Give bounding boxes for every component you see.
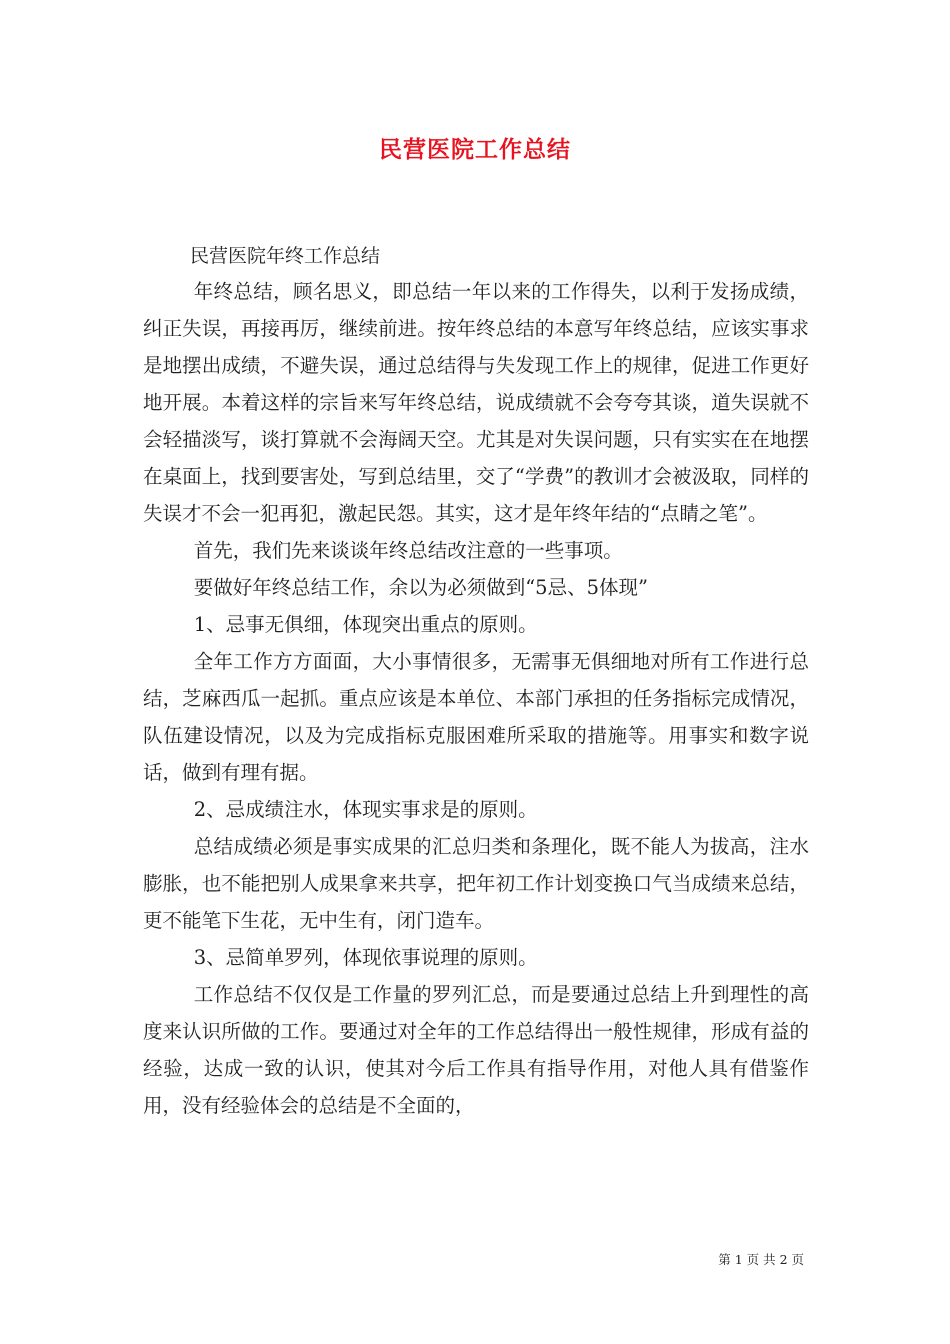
paragraph-intro: 年终总结，顾名思义，即总结一年以来的工作得失，以利于发扬成绩，纠正失误，再接再厉，继续前进。按年终总结的本意写年终总结，应该实事求是地摆出成绩，不避失误，通过总结得与失发现工作上的规律，促进工作更好地开展。本着这样的宗旨来写年终总结，说成绩就不会夸夸其谈，道失误就不会轻描淡写，谈打算就不会海阔天空。尤其是对失误问题，只有实实在在地摆在桌面上，找到要害处，写到总结里，交了“学费”的教训才会被汲取，同样的失误才不会一犯再犯，激起民怨。其实，这才是年终年结的“点睛之笔”。	[143, 280, 809, 525]
paragraph-detail-3: 工作总结不仅仅是工作量的罗列汇总，而是要通过总结上升到理性的高度来认识所做的工作。要通过对全年的工作总结得出一般性规律，形成有益的经验，达成一致的认识，使其对今后工作具有指导作用，对他人具有借鉴作用，没有经验体会的总结是不全面的，	[143, 983, 809, 1117]
document-title: 民营医院工作总结	[379, 136, 571, 163]
paragraph-heading-1: 1、忌事无俱细，体现突出重点的原则。	[193, 613, 538, 636]
paragraph-first-point: 首先，我们先来谈谈年终总结改注意的一些事项。	[193, 539, 623, 562]
document-body	[143, 273, 809, 1124]
paragraph-detail-2: 总结成绩必须是事实成果的汇总归类和条理化，既不能人为拔高，注水膨胀，也不能把别人成果拿来共享，把年初工作计划变换口气当成绩来总结，更不能笔下生花，无中生有，闭门造车。	[143, 835, 809, 932]
document-subtitle: 民营医院年终工作总结	[190, 245, 381, 267]
paragraph-heading-2: 2、忌成绩注水，体现实事求是的原则。	[193, 798, 538, 821]
paragraph-requirements: 要做好年终总结工作，余以为必须做到“5忌、5体现”	[193, 576, 648, 599]
paragraph-heading-3: 3、忌简单罗列，体现依事说理的原则。	[193, 946, 538, 969]
paragraph-detail-1: 全年工作方方面面，大小事情很多，无需事无俱细地对所有工作进行总结，芝麻西瓜一起抓。重点应该是本单位、本部门承担的任务指标完成情况，队伍建设情况，以及为完成指标克服困难所采取的措施等。用事实和数字说话，做到有理有据。	[143, 650, 809, 784]
page-number-footer: 第 1 页 共 2 页	[718, 1252, 804, 1267]
